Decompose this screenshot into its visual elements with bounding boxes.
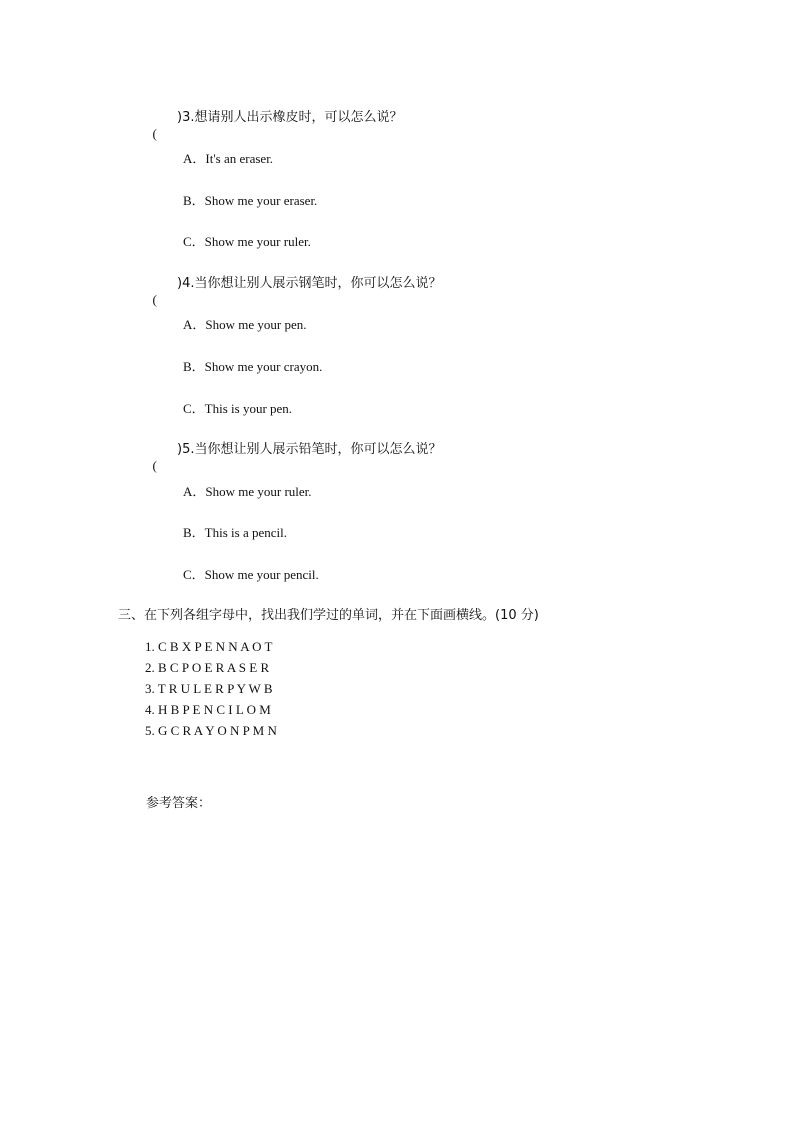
question-text: )3.想请别人出示橡皮时，可以怎么说？ — [177, 110, 403, 125]
option-3b: B．Show me your eraser. — [183, 193, 318, 208]
letter-row-4: 4. H B P E N C I L O M — [145, 702, 271, 717]
answers-heading: 参考答案： — [146, 796, 212, 811]
option-5b: B．This is a pencil. — [183, 525, 287, 540]
option-5a: A．Show me your ruler. — [183, 484, 312, 499]
option-4a: A．Show me your pen. — [183, 317, 307, 332]
option-5c: C．Show me your pencil. — [183, 567, 319, 582]
letter-row-1: 1. C B X P E N N A O T — [145, 639, 273, 654]
option-3a: A．It's an eraser. — [183, 151, 274, 166]
option-4c: C．This is your pen. — [183, 401, 293, 416]
letter-row-2: 2. B C P O E R A S E R — [145, 660, 270, 675]
question-4 — [146, 276, 442, 308]
question-3 — [146, 110, 403, 142]
question-text: )4.当你想让别人展示钢笔时，你可以怎么说？ — [177, 276, 442, 291]
answer-paren: ( — [152, 458, 157, 473]
question-text: )5.当你想让别人展示铅笔时，你可以怎么说？ — [177, 442, 442, 457]
letter-row-3: 3. T R U L E R P Y W B — [145, 681, 273, 696]
section-3-heading: 三、在下列各组字母中，找出我们学过的单词，并在下面画横线。(10 分) — [118, 608, 539, 623]
option-4b: B．Show me your crayon. — [183, 359, 323, 374]
answer-paren: ( — [152, 292, 157, 307]
question-5 — [146, 442, 442, 474]
option-3c: C．Show me your ruler. — [183, 234, 311, 249]
letter-row-5: 5. G C R A Y O N P M N — [145, 723, 277, 738]
answer-paren: ( — [152, 126, 157, 141]
